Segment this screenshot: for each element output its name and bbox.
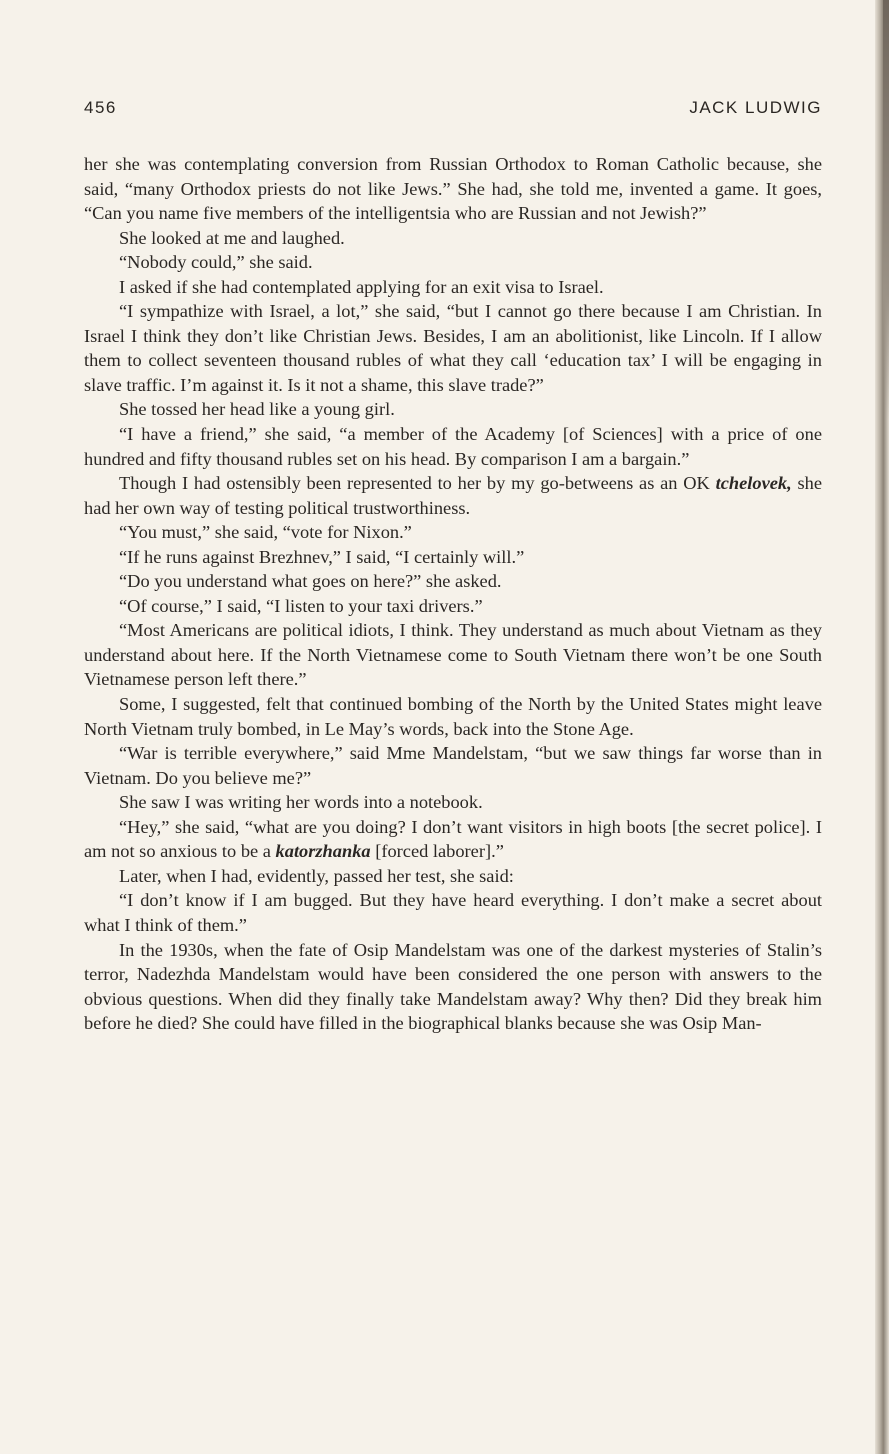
paragraph <box>84 790 822 815</box>
paragraph <box>84 520 822 545</box>
paragraph <box>84 471 822 520</box>
paragraph <box>84 226 822 251</box>
paragraph-text: “Of course,” I said, “I listen to your taxi drivers.” <box>119 595 483 616</box>
foreign-term: katorzhanka <box>275 841 371 862</box>
paragraph-text: “I have a friend,” she said, “a member of the Academy [of Sciences] with a price of one hundred and fifty thousand rubles set on his head. By comparison I am a bargain.” <box>84 424 822 469</box>
paragraph <box>84 397 822 422</box>
paragraph <box>84 569 822 594</box>
page-edge-binding <box>883 0 889 420</box>
paragraph-text: Though I had ostensibly been represented to her by my go-betweens as an OK <box>119 473 716 494</box>
paragraph <box>84 422 822 471</box>
paragraph-text: “If he runs against Brezhnev,” I said, “I certainly will.” <box>119 546 525 567</box>
paragraph <box>84 299 822 397</box>
paragraph <box>84 888 822 937</box>
running-head <box>84 98 822 122</box>
paragraph-text: “I sympathize with Israel, a lot,” she said, “but I cannot go there because I am Christian. In Israel I think they don’t like Christian Jews. Besides, I am an abolitionist, like Lincoln. If I allow them to collect seventeen thousand rubles of what they call ‘education tax’ I will be engaging in slave traffic. I’m against it. Is it not a shame, this slave trade?” <box>84 301 822 395</box>
paragraph <box>84 594 822 619</box>
paragraph <box>84 692 822 741</box>
paragraph-text: “I don’t know if I am bugged. But they have heard everything. I don’t make a secret about what I think of them.” <box>84 890 822 935</box>
paragraph <box>84 275 822 300</box>
paragraph-text: she had her own way of testing political trustworthiness. <box>84 473 822 518</box>
paragraph-text: She looked at me and laughed. <box>119 227 345 248</box>
foreign-term: tchelovek, <box>715 473 792 494</box>
page-number: 456 <box>84 98 117 117</box>
paragraph-text: [forced laborer].” <box>370 841 504 862</box>
body-text <box>84 152 822 1036</box>
paragraph-text: Later, when I had, evidently, passed her test, she said: <box>119 865 514 886</box>
paragraph <box>84 250 822 275</box>
paragraph <box>84 938 822 1036</box>
paragraph-text: “Hey,” she said, “what are you doing? I don’t want visitors in high boots [the secret police]. I am not so anxious to be a <box>84 816 822 862</box>
paragraph <box>84 618 822 692</box>
paragraph <box>84 545 822 570</box>
paragraph-text: I asked if she had contemplated applying for an exit visa to Israel. <box>119 276 604 297</box>
paragraph-text: “You must,” she said, “vote for Nixon.” <box>119 522 412 543</box>
paragraph-text: Some, I suggested, felt that continued bombing of the North by the United States might leave North Vietnam truly bombed, in Le May’s words, back into the Stone Age. <box>84 694 822 739</box>
paragraph <box>84 741 822 790</box>
running-title: JACK LUDWIG <box>689 98 822 117</box>
paragraph-text: She tossed her head like a young girl. <box>119 399 395 420</box>
paragraph-text: “Nobody could,” she said. <box>119 252 313 273</box>
paragraph-text: She saw I was writing her words into a notebook. <box>119 792 483 813</box>
paragraph-text: In the 1930s, when the fate of Osip Mandelstam was one of the darkest mysteries of Stalin’s terror, Nadezhda Mandelstam would have been considered the one person with answers to the obvious questions. When did they finally take Mandelstam away? Why then? Did they break him before he died? She could have filled in the biographical blanks because she was Osip Man- <box>84 939 822 1034</box>
paragraph <box>84 864 822 889</box>
paragraph <box>84 152 822 226</box>
paragraph <box>84 815 822 864</box>
paragraph-text: “War is terrible everywhere,” said Mme Mandelstam, “but we saw things far worse than in Vietnam. Do you believe me?” <box>84 743 822 788</box>
paragraph-text: her she was contemplating conversion from Russian Orthodox to Roman Catholic because, she said, “many Orthodox priests do not like Jews.” She had, she told me, invented a game. It goes, “Can you name five members of the intelligentsia who are Russian and not Jewish?” <box>84 154 822 224</box>
paragraph-text: “Do you understand what goes on here?” she asked. <box>119 571 502 592</box>
paragraph-text: “Most Americans are political idiots, I think. They understand as much about Vietnam as they understand about here. If the North Vietnamese come to South Vietnam there won’t be one South Vietnamese person left there.” <box>84 620 822 690</box>
